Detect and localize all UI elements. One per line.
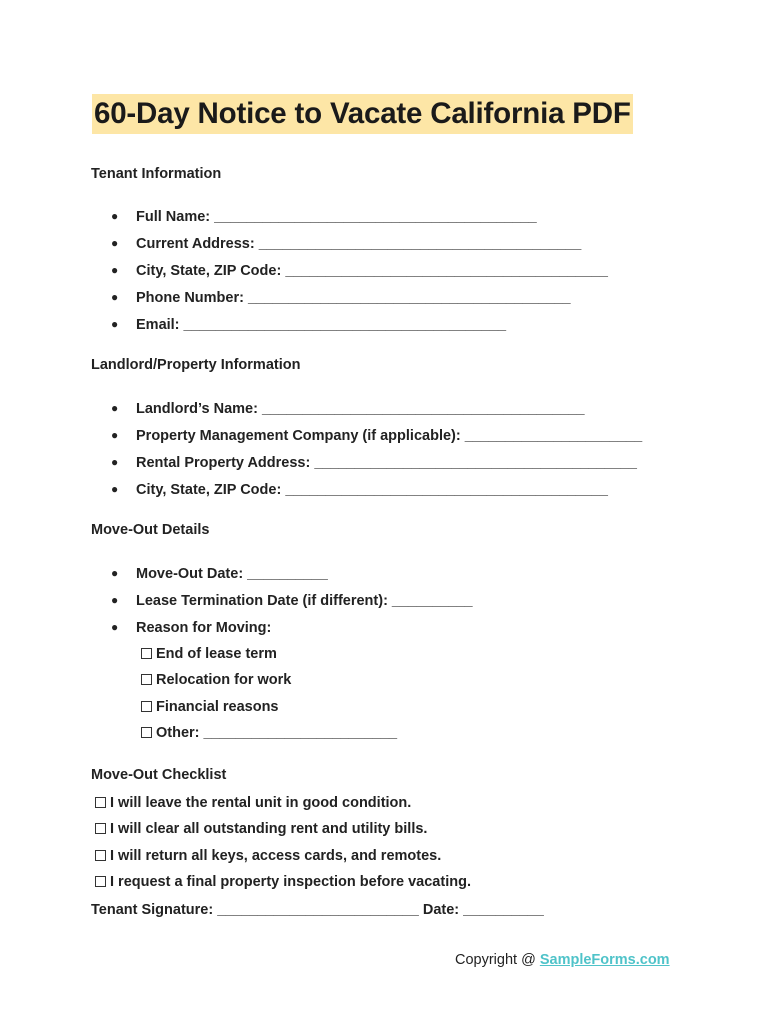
checkbox-icon[interactable] [141,701,152,712]
field-label: Lease Termination Date (if different): __________ [136,593,473,609]
property-management-company-field[interactable] [111,426,642,445]
checkbox-label: Relocation for work [156,672,292,688]
move-out-date-field[interactable] [111,564,328,583]
landlord-name-field[interactable] [111,399,585,418]
reason-end-of-lease-checkbox[interactable] [141,645,277,663]
copyright-prefix: Copyright @ [455,952,540,968]
checkbox-label: I request a final property inspection before vacating. [110,874,471,890]
bullet-icon: ● [111,236,119,250]
bullet-icon: ● [111,290,119,304]
checklist-final-inspection-checkbox[interactable] [95,873,471,891]
tenant-information-heading: Tenant Information [91,166,222,182]
checkbox-label: Financial reasons [156,699,279,715]
bullet-icon: ● [111,620,119,634]
reason-relocation-checkbox[interactable] [141,671,291,689]
bullet-icon: ● [111,455,119,469]
checkbox-label: End of lease term [156,646,277,662]
move-out-checklist-heading: Move-Out Checklist [91,767,227,783]
bullet-icon: ● [111,401,119,415]
reason-other-checkbox[interactable] [141,724,397,742]
field-label: Phone Number: ________________________________________ [136,290,571,306]
field-label: Move-Out Date: __________ [136,566,328,582]
field-label: Reason for Moving: [136,620,272,636]
reason-financial-checkbox[interactable] [141,698,279,716]
checklist-clear-rent-checkbox[interactable] [95,820,427,838]
tenant-email-field[interactable] [111,315,506,334]
landlord-city-state-zip-field[interactable] [111,480,608,499]
field-label: Rental Property Address: ________________________________________ [136,455,637,471]
field-label: City, State, ZIP Code: ________________________________________ [136,482,608,498]
reason-for-moving-label [111,618,271,637]
tenant-phone-number-field[interactable] [111,288,571,307]
copyright-footer [455,952,670,968]
checkbox-icon[interactable] [141,727,152,738]
field-label: Email: ________________________________________ [136,317,507,333]
checkbox-icon[interactable] [95,876,106,887]
page-title: 60-Day Notice to Vacate California PDF [92,94,633,134]
field-label: Landlord’s Name: ________________________________________ [136,401,585,417]
tenant-city-state-zip-field[interactable] [111,261,608,280]
checkbox-icon[interactable] [141,674,152,685]
checkbox-icon[interactable] [95,850,106,861]
bullet-icon: ● [111,482,119,496]
tenant-full-name-field[interactable] [111,207,537,226]
field-label: Current Address: ________________________________________ [136,236,582,252]
checkbox-label: I will return all keys, access cards, and remotes. [110,848,442,864]
checkbox-icon[interactable] [141,648,152,659]
move-out-details-heading: Move-Out Details [91,522,210,538]
rental-property-address-field[interactable] [111,453,637,472]
bullet-icon: ● [111,263,119,277]
bullet-icon: ● [111,428,119,442]
lease-termination-date-field[interactable] [111,591,473,610]
checkbox-label: Other: ________________________ [156,725,398,741]
field-label: Full Name: ________________________________________ [136,209,537,225]
field-label: City, State, ZIP Code: ________________________________________ [136,263,608,279]
bullet-icon: ● [111,209,119,223]
bullet-icon: ● [111,593,119,607]
checkbox-label: I will leave the rental unit in good condition. [110,795,412,811]
landlord-information-heading: Landlord/Property Information [91,357,301,373]
tenant-current-address-field[interactable] [111,234,581,253]
tenant-signature-date-field[interactable]: Tenant Signature: _________________________ Date: __________ [91,902,544,918]
sampleforms-link[interactable]: SampleForms.com [539,952,670,968]
bullet-icon: ● [111,317,119,331]
field-label: Property Management Company (if applicable): ______________________ [136,428,643,444]
checklist-return-keys-checkbox[interactable] [95,847,441,865]
checkbox-icon[interactable] [95,823,106,834]
checkbox-icon[interactable] [95,797,106,808]
checkbox-label: I will clear all outstanding rent and utility bills. [110,821,428,837]
bullet-icon: ● [111,566,119,580]
checklist-good-condition-checkbox[interactable] [95,794,411,812]
